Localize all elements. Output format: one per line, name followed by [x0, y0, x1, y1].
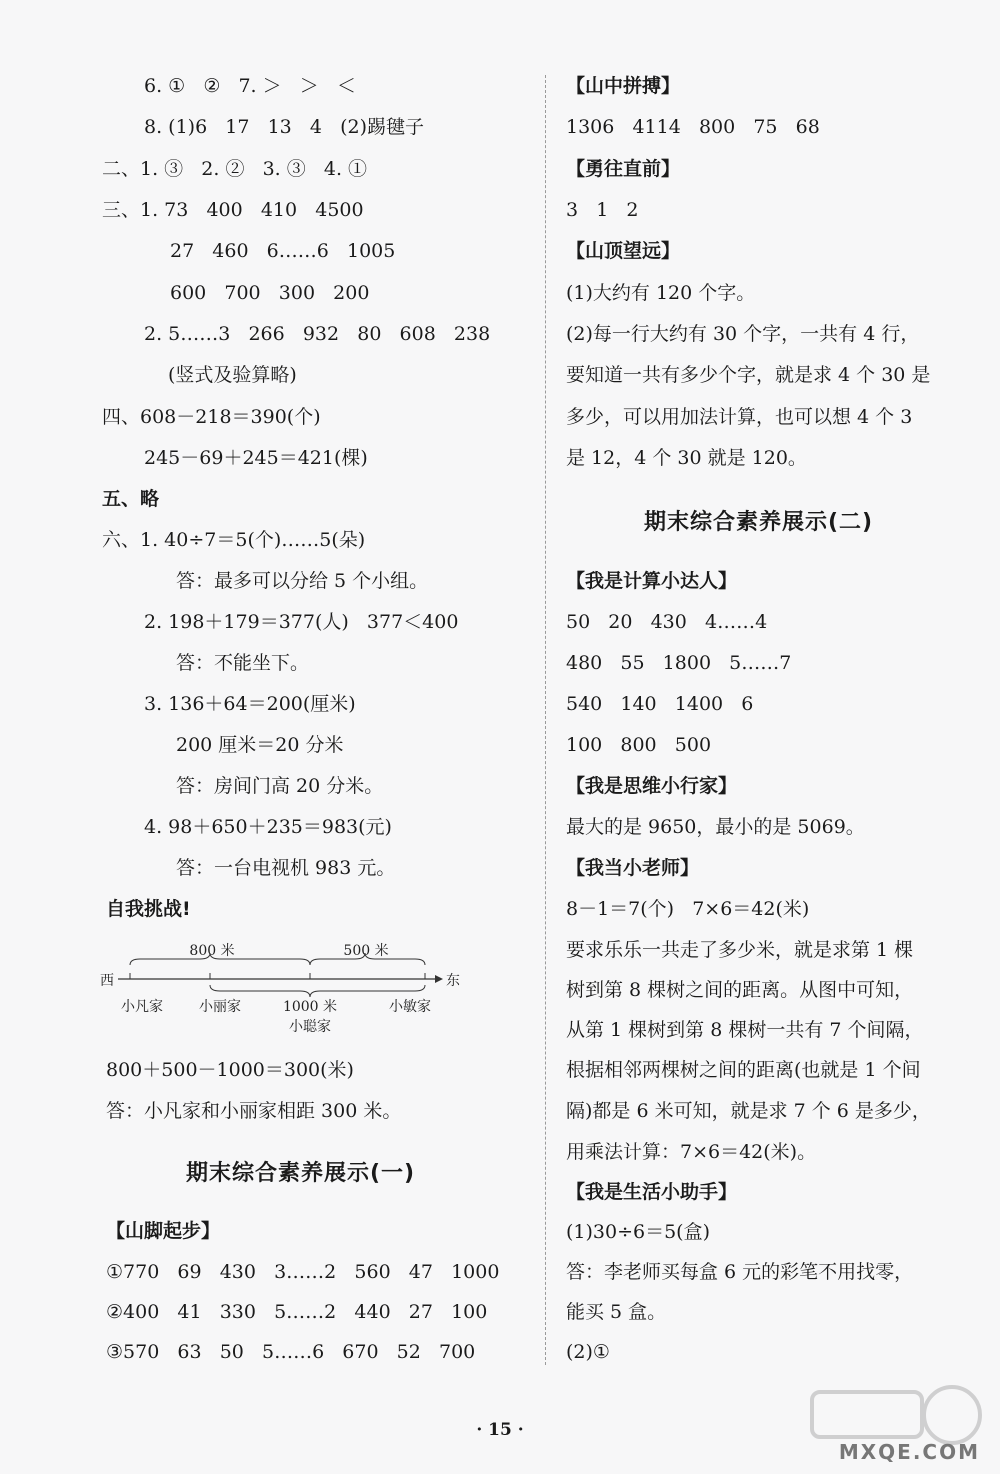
answer-line: ②400 41 330 5……2 440 27 100 — [106, 1301, 488, 1323]
answer-line: 二、1. ③ 2. ② 3. ③ 4. ① — [102, 158, 368, 180]
answer-line: (2)每一行大约有 30 个字，一共有 4 行， — [566, 323, 920, 345]
brace-1000 — [210, 985, 425, 997]
answer-line: 答：小凡家和小丽家相距 300 米。 — [106, 1100, 402, 1122]
label-xiaomin: 小敏家 — [389, 999, 431, 1015]
answer-line: 是 12，4 个 30 就是 120。 — [566, 447, 807, 469]
answer-line: 540 140 1400 6 — [566, 693, 754, 715]
section-heading-1: 期末综合素养展示(一) — [186, 1161, 416, 1186]
answer-line: 2. 198＋179＝377(人) 377＜400 — [144, 611, 459, 633]
answer-line: 8－1＝7(个) 7×6＝42(米) — [566, 898, 810, 920]
label-500: 500 米 — [343, 943, 389, 959]
answer-line: (2)① — [566, 1341, 610, 1363]
answer-line: 三、1. 73 400 410 4500 — [102, 199, 364, 221]
answer-line: 能买 5 盒。 — [566, 1301, 667, 1323]
answer-line: 4. 98＋650＋235＝983(元) — [144, 816, 392, 838]
answer-line: 8. (1)6 17 13 4 (2)踢毽子 — [144, 116, 424, 138]
label-1000: 1000 米 — [282, 999, 338, 1015]
answer-line: 隔)都是 6 米可知，就是求 7 个 6 是多少， — [566, 1100, 931, 1122]
answer-line: 3 1 2 — [566, 199, 639, 221]
answer-line: 根据相邻两棵树之间的距离(也就是 1 个间 — [566, 1059, 921, 1081]
challenge-title: 自我挑战! — [106, 898, 191, 920]
answer-line: (竖式及验算略) — [168, 364, 297, 386]
label-xiaocong: 小聪家 — [289, 1019, 331, 1035]
section-title: 【我是计算小达人】 — [566, 570, 738, 592]
answer-line: 答：房间门高 20 分米。 — [176, 775, 384, 797]
arrow-east-icon — [435, 975, 443, 983]
answer-line: 245－69＋245＝421(棵) — [144, 447, 368, 469]
answer-line: 600 700 300 200 — [170, 282, 370, 304]
answer-line: 6. ① ② 7. ＞ ＞ ＜ — [144, 75, 356, 97]
answer-line: 答：李老师买每盒 6 元的彩笔不用找零， — [566, 1261, 914, 1283]
answer-line: 200 厘米＝20 分米 — [176, 734, 344, 756]
section-title: 【我是生活小助手】 — [566, 1181, 738, 1203]
answer-line: 27 460 6……6 1005 — [170, 240, 396, 262]
answer-line: 100 800 500 — [566, 734, 712, 756]
section-title: 【山顶望远】 — [566, 240, 681, 262]
answer-line: 2. 5……3 266 932 80 608 238 — [144, 323, 491, 345]
answer-line: ③570 63 50 5……6 670 52 700 — [106, 1341, 476, 1363]
answer-line: 480 55 1800 5……7 — [566, 652, 792, 674]
section-heading-2: 期末综合素养展示(二) — [644, 510, 874, 535]
answer-line: 3. 136＋64＝200(厘米) — [144, 693, 356, 715]
section-title: 【山脚起步】 — [106, 1220, 221, 1242]
label-xiaoli: 小丽家 — [199, 999, 241, 1015]
answer-line: 四、608－218＝390(个) — [102, 406, 321, 428]
label-east: 东 — [446, 973, 460, 989]
answer-line: 答：最多可以分给 5 个小组。 — [176, 570, 429, 592]
section-title: 【山中拼搏】 — [566, 75, 681, 97]
section-title: 【我当小老师】 — [566, 857, 700, 879]
section-title: 【我是思维小行家】 — [566, 775, 738, 797]
answer-line: 用乘法计算：7×6＝42(米)。 — [566, 1141, 817, 1163]
answer-line: (1)30÷6＝5(盒) — [566, 1221, 711, 1243]
answer-line: 树到第 8 棵树之间的距离。从图中可知， — [566, 979, 914, 1001]
watermark-text: MXQE.COM — [838, 1440, 980, 1464]
answer-line: 答：一台电视机 983 元。 — [176, 857, 396, 879]
label-xiaofan: 小凡家 — [121, 999, 163, 1015]
answer-line: ①770 69 430 3……2 560 47 1000 — [106, 1261, 500, 1283]
page-number: · 15 · — [476, 1420, 524, 1440]
answer-line: (1)大约有 120 个字。 — [566, 282, 756, 304]
answer-line: 要求乐乐一共走了多少米，就是求第 1 棵 — [566, 939, 914, 961]
label-800: 800 米 — [189, 943, 235, 959]
answer-line: 从第 1 棵树到第 8 棵树一共有 7 个间隔， — [566, 1019, 924, 1041]
answer-line: 多少，可以用加法计算，也可以想 4 个 3 — [566, 406, 913, 428]
column-divider — [545, 75, 546, 1365]
answer-line: 六、1. 40÷7＝5(个)……5(朵) — [102, 529, 366, 551]
answer-line: 最大的是 9650，最小的是 5069。 — [566, 816, 865, 838]
distance-diagram — [100, 935, 460, 1045]
answer-line: 50 20 430 4……4 — [566, 611, 768, 633]
answer-line: 800＋500－1000＝300(米) — [106, 1059, 354, 1081]
answer-line: 五、略 — [102, 488, 160, 510]
answer-line: 要知道一共有多少个字，就是求 4 个 30 是 — [566, 364, 931, 386]
section-title: 【勇往直前】 — [566, 158, 681, 180]
answer-line: 1306 4114 800 75 68 — [566, 116, 820, 138]
answer-line: 答：不能坐下。 — [176, 652, 310, 674]
label-west: 西 — [100, 973, 114, 989]
